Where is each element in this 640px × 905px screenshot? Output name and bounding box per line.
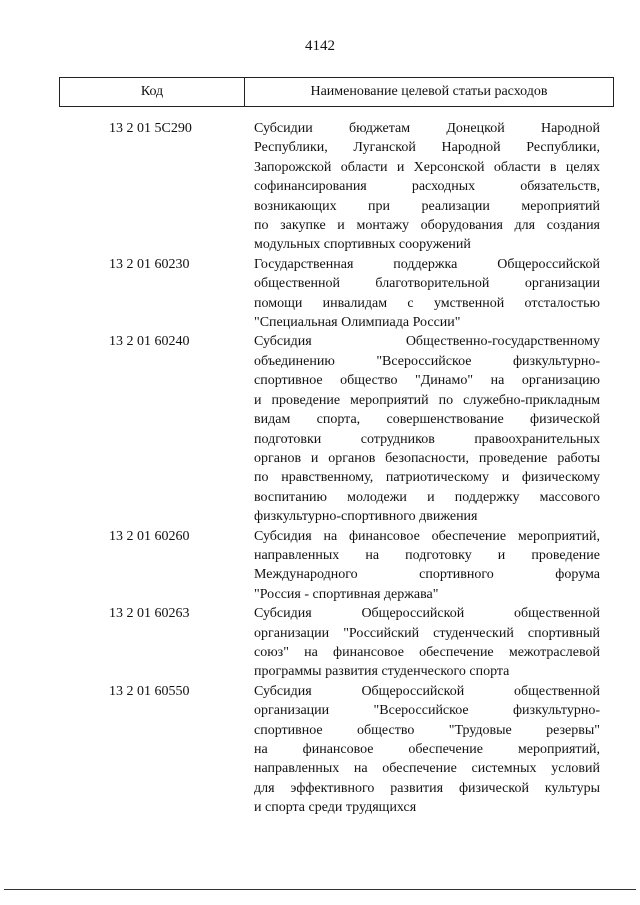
description-line: возникающих при реализации мероприятий <box>254 198 600 214</box>
row-code: 13 2 01 60260 <box>109 528 190 544</box>
description-line: физкультурно-спортивного движения <box>254 509 478 525</box>
description-line: Субсидия на финансовое обеспечение мероприятий, <box>254 528 600 544</box>
header-name: Наименование целевой статьи расходов <box>245 78 614 107</box>
description-line: "Специальная Олимпиада России" <box>254 315 461 331</box>
description-line: спортивное общество "Динамо" на организацию <box>254 373 600 389</box>
description-line: органов и органов безопасности, проведение работы <box>254 450 600 466</box>
row-description <box>254 682 600 818</box>
row-description <box>254 527 600 605</box>
description-line: и проведение мероприятий по служебно-прикладным <box>254 392 600 408</box>
description-line: "Россия - спортивная держава" <box>254 586 439 602</box>
row-code: 13 2 01 60550 <box>109 683 190 699</box>
description-line: софинансирования расходных обязательств, <box>254 179 600 195</box>
table-row <box>0 119 640 255</box>
description-line: организации "Всероссийское физкультурно- <box>254 703 600 719</box>
row-description <box>254 119 600 255</box>
description-line: Субсидии бюджетам Донецкой Народной <box>254 121 600 136</box>
description-line: подготовки сотрудников правоохранительных <box>254 431 600 447</box>
description-line: видам спорта, совершенствование физической <box>254 412 600 428</box>
description-line: Запорожской области и Херсонской области в целях <box>254 159 600 175</box>
row-description <box>254 332 600 526</box>
description-line: спортивное общество "Трудовые резервы" <box>254 722 600 738</box>
description-line: помощи инвалидам с умственной отсталостью <box>254 295 600 311</box>
description-line: направленных на обеспечение системных условий <box>254 761 600 777</box>
row-code: 13 2 01 5С290 <box>109 121 192 136</box>
description-line: модульных спортивных сооружений <box>254 237 471 253</box>
table-row <box>0 527 640 605</box>
description-line: Государственная поддержка Общероссийской <box>254 256 600 272</box>
row-code: 13 2 01 60230 <box>109 256 190 272</box>
table-row <box>0 255 640 333</box>
description-line: по закупке и монтажу оборудования для создания <box>254 218 600 234</box>
description-line: по нравственному, патриотическому и физическому <box>254 470 600 486</box>
table-row <box>0 604 640 682</box>
description-line: объединению "Всероссийское физкультурно- <box>254 353 600 369</box>
row-description <box>254 604 600 682</box>
table-row <box>0 332 640 526</box>
header-code: Код <box>60 78 245 107</box>
row-code: 13 2 01 60240 <box>109 334 190 350</box>
row-code: 13 2 01 60263 <box>109 606 190 622</box>
bottom-divider <box>4 889 636 890</box>
budget-items-list <box>0 119 640 818</box>
description-line: на финансовое обеспечение мероприятий, <box>254 742 600 757</box>
description-line: воспитанию молодежи и поддержку массового <box>254 489 600 505</box>
page-number: 4142 <box>305 38 335 54</box>
table-row <box>0 682 640 818</box>
description-line: направленных на подготовку и проведение <box>254 547 600 563</box>
description-line: и спорта среди трудящихся <box>254 800 417 816</box>
table-header <box>59 77 614 107</box>
description-line: организации "Российский студенческий спортивный <box>254 625 600 641</box>
description-line: Субсидия Общероссийской общественной <box>254 606 600 622</box>
description-line: общественной благотворительной организации <box>254 276 600 292</box>
description-line: Субсидия Общероссийской общественной <box>254 683 600 699</box>
description-line: союз" на финансовое обеспечение межотраслевой <box>254 644 600 660</box>
description-line: для эффективного развития физической культуры <box>254 780 600 796</box>
description-line: Субсидия Общественно-государственному <box>254 334 600 350</box>
description-line: Международного спортивного форума <box>254 567 600 583</box>
description-line: программы развития студенческого спорта <box>254 664 510 680</box>
row-description <box>254 255 600 333</box>
description-line: Республики, Луганской Народной Республики, <box>254 140 600 156</box>
